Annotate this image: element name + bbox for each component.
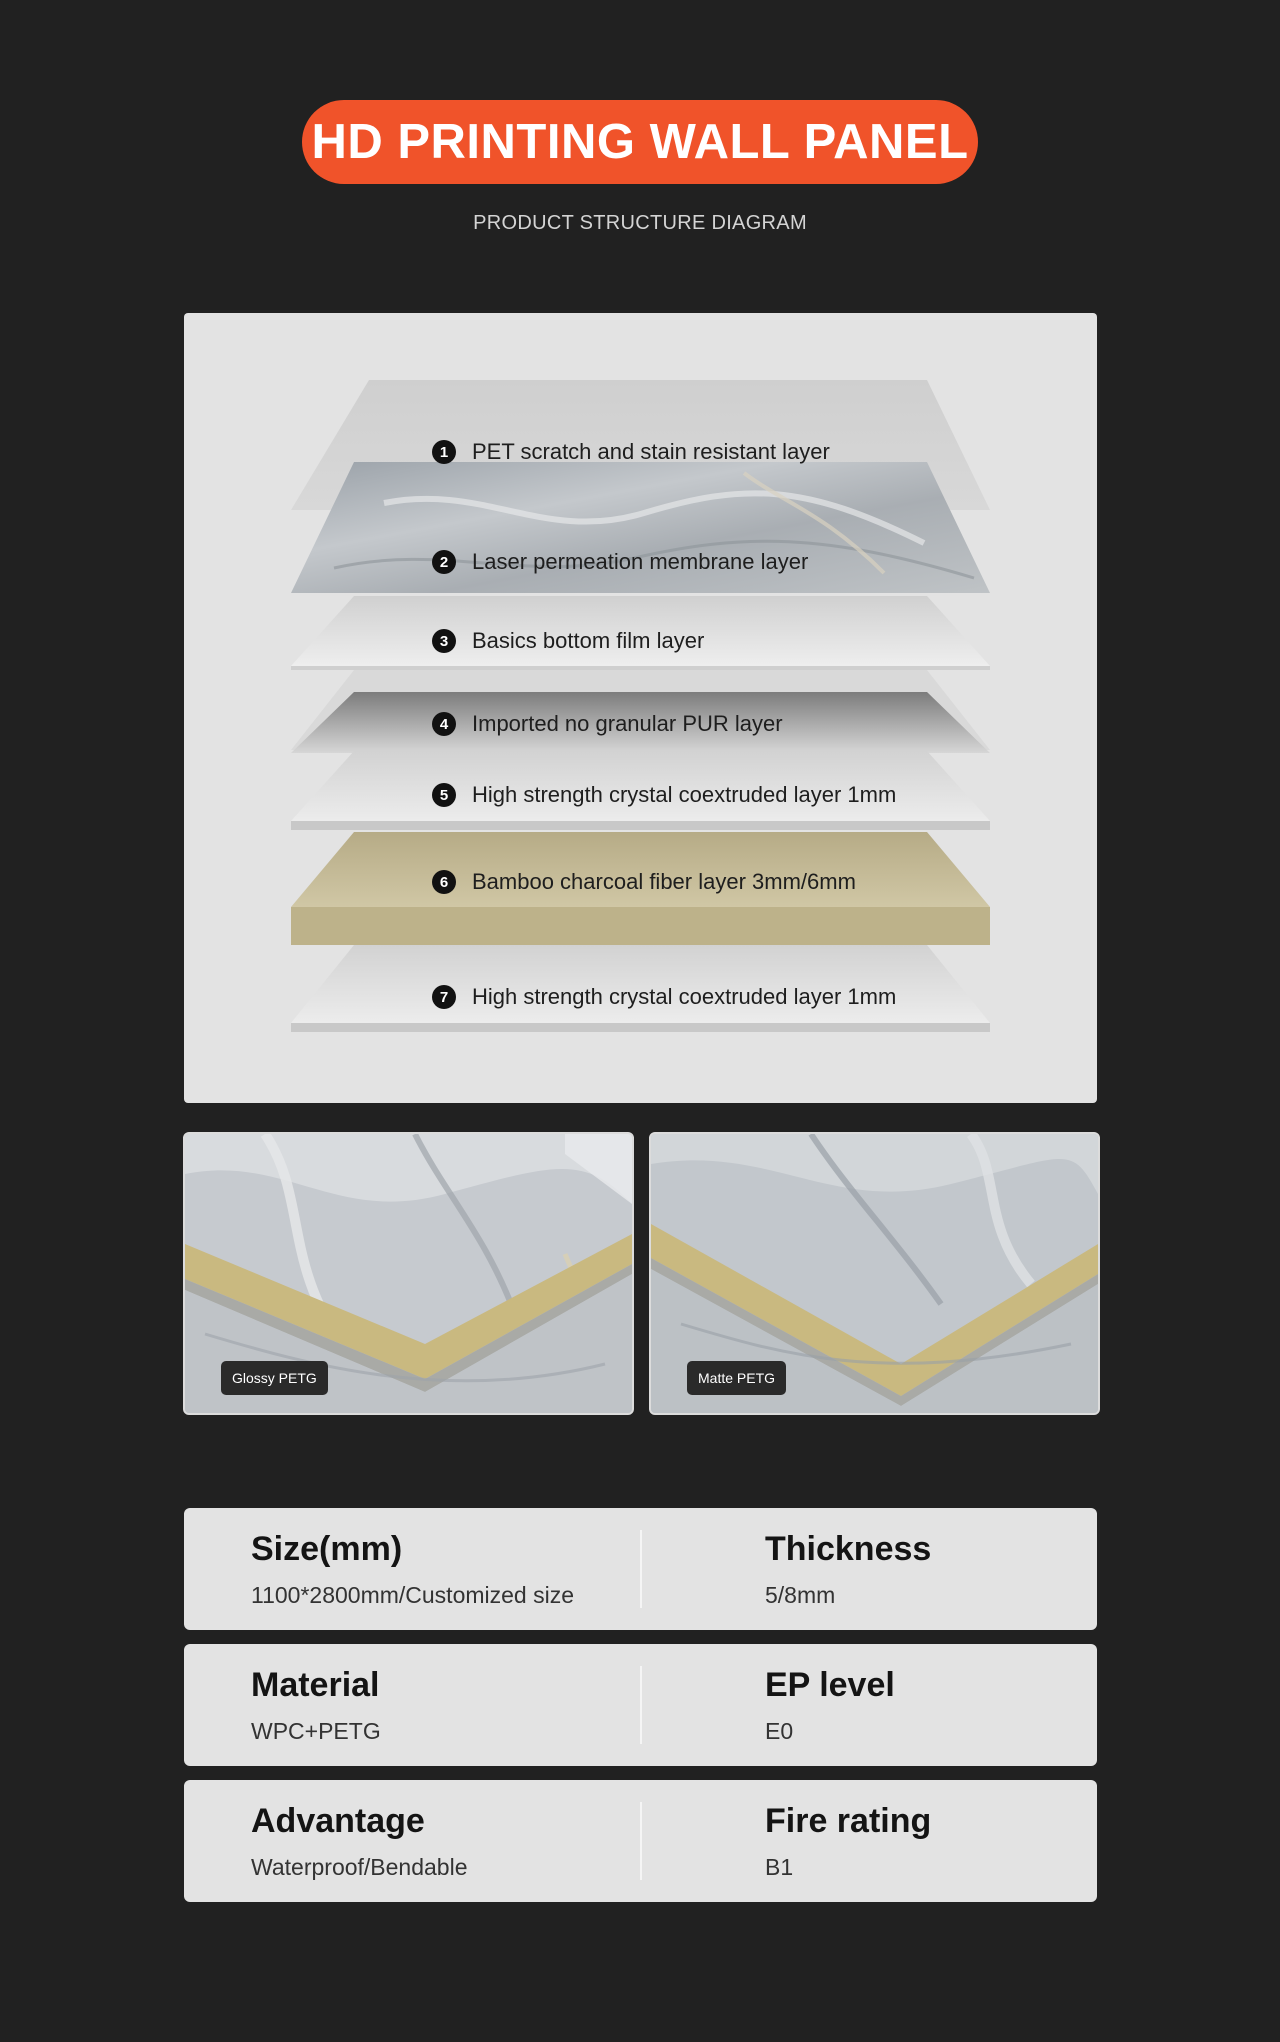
layer-text: PET scratch and stain resistant layer [472,439,830,464]
spec-card-size-thickness [184,1508,1097,1630]
layer-number-badge: 3 [432,629,456,653]
spec-divider [640,1802,642,1880]
spec-title: Fire rating [765,1802,932,1840]
spec-title: Thickness [765,1530,932,1568]
spec-value: 1100*2800mm/Customized size [251,1582,575,1608]
spec-title: EP level [765,1666,895,1704]
layer-number-badge: 6 [432,870,456,894]
glossy-petg-tag: Glossy PETG [221,1361,328,1395]
spec-title: Advantage [251,1802,425,1840]
layer-number-badge: 5 [432,783,456,807]
spec-card-advantage-fire [184,1780,1097,1902]
layer-number-badge: 4 [432,712,456,736]
spec-value: WPC+PETG [251,1718,381,1744]
layer-text: High strength crystal coextruded layer 1mm [472,782,897,807]
spec-title: Size(mm) [251,1530,403,1568]
matte-sample-photo [649,1132,1100,1415]
spec-divider [640,1530,642,1608]
layer-text: High strength crystal coextruded layer 1mm [472,984,897,1009]
layer-text: Laser permeation membrane layer [472,549,809,574]
page-title: HD PRINTING WALL PANEL [302,100,978,184]
spec-card-material-ep [184,1644,1097,1766]
spec-value: 5/8mm [765,1582,836,1608]
matte-petg-tag: Matte PETG [687,1361,786,1395]
layer-label-1 [432,439,830,465]
layer-label-7 [432,984,896,1010]
layer-number-badge: 2 [432,550,456,574]
layer-label-4 [432,711,783,737]
structure-diagram [184,313,1097,1103]
spec-title: Material [251,1666,380,1704]
layer-label-6 [432,869,856,895]
glossy-sample-photo [183,1132,634,1415]
layer-label-5 [432,782,896,808]
spec-value: B1 [765,1854,794,1880]
spec-value: E0 [765,1718,794,1744]
spec-divider [640,1666,642,1744]
spec-value: Waterproof/Bendable [251,1854,468,1880]
layer-number-badge: 1 [432,440,456,464]
layer-text: Bamboo charcoal fiber layer 3mm/6mm [472,869,856,894]
layer-label-2 [432,549,808,575]
layer-label-3 [432,628,704,654]
page-subtitle: PRODUCT STRUCTURE DIAGRAM [473,212,807,234]
layer-text: Basics bottom film layer [472,628,705,653]
layer-number-badge: 7 [432,985,456,1009]
layer-text: Imported no granular PUR layer [472,711,783,736]
